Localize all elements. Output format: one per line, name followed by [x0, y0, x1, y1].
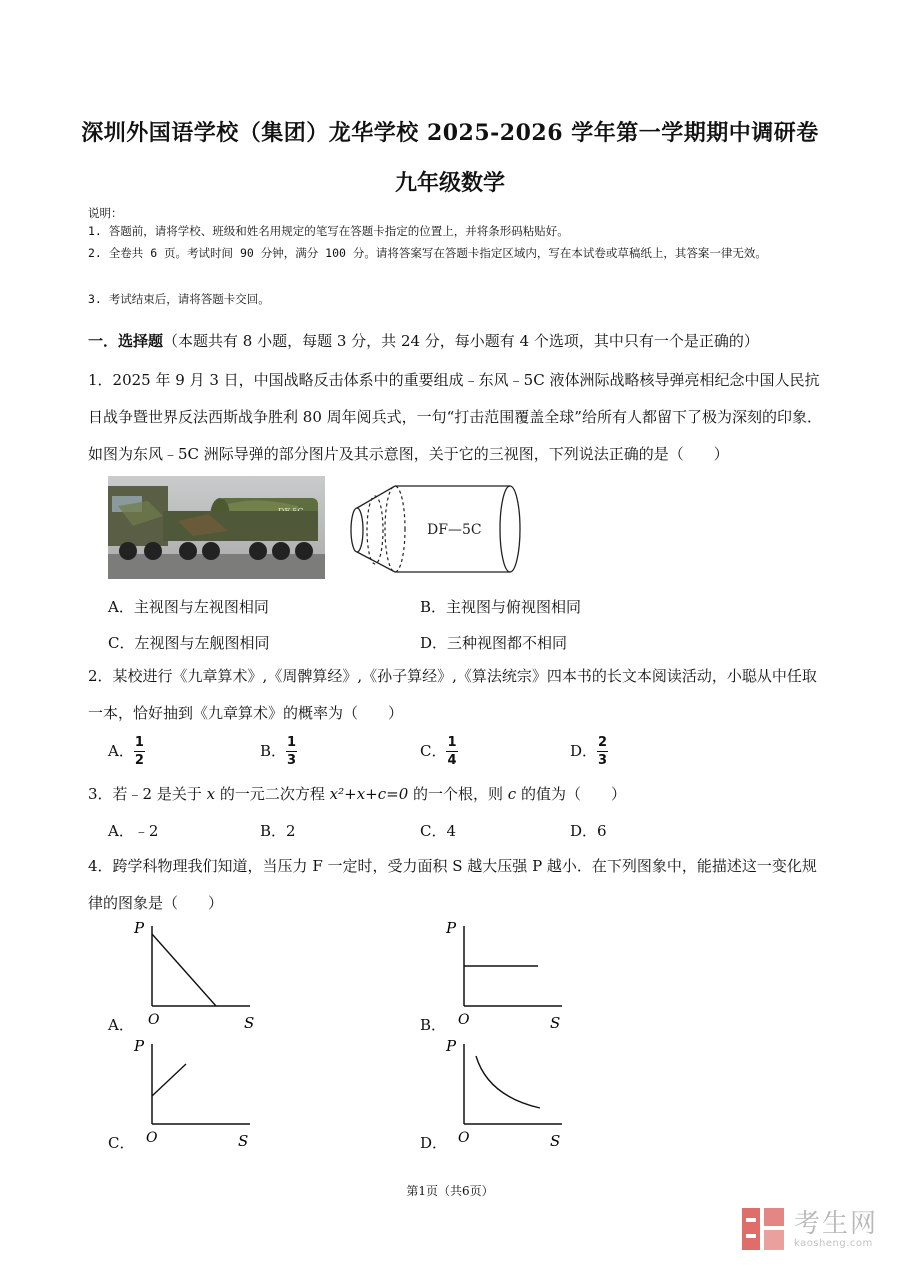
page-number: 第1页（共6页） [406, 1184, 494, 1198]
q2-option-b [260, 736, 297, 768]
section-title: 一．选择题 [88, 332, 164, 350]
q4-graph-d-origin: O [458, 1130, 470, 1146]
q4-graph-b-origin: O [458, 1012, 470, 1028]
q4-graph-a-y-label: P [134, 919, 145, 937]
q4-graph-d-y-label: P [446, 1037, 457, 1055]
schematic-label: DF—5C [427, 522, 482, 538]
question-3-text-post: 的值为（ ） [516, 785, 626, 803]
question-4-text: 跨学科物理我们知道，当压力 F 一定时，受力面积 S 越大压强 P 越小．在下列图象中，能描述这一变化规律的图象是（ ） [88, 857, 817, 912]
q4-graph-a-x-label: S [244, 1014, 255, 1032]
q2-option-a-fraction [134, 736, 145, 768]
q4-graph-b [440, 916, 570, 1032]
q4-option-c-label: C． [108, 1134, 135, 1152]
watermark-url: kaosheng.com [793, 1237, 873, 1249]
q4-option-b-label: B． [420, 1016, 447, 1034]
q2-option-d-label: D． [570, 742, 598, 760]
q4-option-d-label: D． [420, 1134, 448, 1152]
q2-option-d-denominator: 3 [598, 753, 608, 768]
q2-option-b-fraction [286, 736, 297, 768]
question-4-number: 4． [88, 857, 113, 875]
question-1-number: 1． [88, 371, 113, 389]
instruction-item-1: 1. 答题前，请将学校、班级和姓名用规定的笔写在答题卡指定的位置上，并将条形码粘贴好。 [88, 224, 569, 238]
question-2-number: 2． [88, 667, 113, 685]
question-3-text-pre: 若﹣2 是关于 [112, 785, 207, 803]
question-3-var-x: x [206, 785, 216, 803]
watermark [738, 1204, 878, 1254]
q2-option-b-numerator: 1 [287, 735, 297, 750]
missile-schematic [345, 474, 525, 580]
q3-option-a: A．﹣2 [108, 822, 159, 840]
missile-photo [108, 476, 325, 579]
q4-graph-d-x-label: S [550, 1132, 561, 1150]
q2-option-c [420, 736, 458, 768]
q2-option-c-denominator: 4 [447, 753, 457, 768]
q2-option-d [570, 736, 608, 768]
q4-graph-c-y-label: P [134, 1037, 145, 1055]
instruction-item-3: 3. 考试结束后，请将答题卡交回。 [88, 292, 270, 306]
instruction-item-2: 2. 全卷共 6 页。考试时间 90 分钟，满分 100 分。请将答案写在答题卡指定区域内，写在本试卷或草稿纸上，其答案一律无效。 [88, 246, 767, 260]
q2-option-c-fraction [446, 736, 457, 768]
q4-graph-c [128, 1034, 258, 1150]
q2-option-d-fraction [597, 736, 608, 768]
section-description: （本题共有 8 小题，每题 3 分，共 24 分，每小题有 4 个选项，其中只有一个是正确的） [163, 332, 759, 350]
q3-option-c: C．4 [420, 822, 457, 840]
q4-option-a-label: A． [108, 1016, 134, 1034]
q2-option-a-numerator: 1 [134, 735, 144, 750]
exam-title: 深圳外国语学校（集团）龙华学校 2025-2026 学年第一学期期中调研卷 [81, 120, 819, 146]
q2-option-a [108, 736, 145, 768]
q4-graph-c-x-label: S [238, 1132, 249, 1150]
q1-option-b: B．主视图与俯视图相同 [420, 598, 582, 616]
q4-graph-d [440, 1034, 570, 1150]
q1-option-c: C．左视图与左舰图相同 [108, 634, 270, 652]
q2-option-b-denominator: 3 [287, 753, 297, 768]
question-3-text-mid: 的一元二次方程 [215, 785, 330, 803]
q2-option-b-label: B． [260, 742, 287, 760]
watermark-logo-icon [738, 1204, 788, 1254]
question-4 [88, 848, 823, 922]
q2-option-a-label: A． [108, 742, 134, 760]
watermark-name: 考生网 [793, 1208, 878, 1239]
q2-option-d-numerator: 2 [598, 735, 608, 750]
q4-graph-a-origin: O [148, 1012, 160, 1028]
q1-option-d: D．三种视图都不相同 [420, 634, 568, 652]
exam-subtitle: 九年级数学 [394, 170, 505, 196]
question-1-text: 2025 年 9 月 3 日，中国战略反击体系中的重要组成﹣东风﹣5C 液体洲际战略核导弹亮相纪念中国人民抗日战争暨世界反法西斯战争胜利 80 周年阅兵式，一句“打击范围覆盖全球”给所有人都留下了极为深刻的印象．如图为东风﹣5C 洲际导弹的部分图片及其示意图，关于它的三视图，下列说法正确的是（ ） [88, 371, 822, 463]
instructions-heading: 说明： [88, 206, 123, 220]
question-3 [88, 776, 823, 813]
question-2 [88, 658, 823, 732]
question-3-number: 3． [88, 785, 113, 803]
question-2-text: 某校进行《九章算术》,《周髀算经》,《孙子算经》,《算法统宗》四本书的长文本阅读活动，小聪从中任取一本，恰好抽到《九章算术》的概率为（ ） [88, 667, 817, 722]
q4-graph-b-y-label: P [446, 919, 457, 937]
q4-graph-a [128, 916, 258, 1032]
q4-graph-c-origin: O [146, 1130, 158, 1146]
question-3-equation: x²+x+c=0 [329, 785, 409, 803]
q3-option-b: B．2 [260, 822, 296, 840]
q2-option-a-denominator: 2 [134, 753, 144, 768]
q3-option-d: D．6 [570, 822, 607, 840]
question-3-var-c: c [507, 785, 517, 803]
section-heading [88, 330, 759, 351]
q1-option-a: A．主视图与左视图相同 [108, 598, 269, 616]
q2-option-c-numerator: 1 [447, 735, 457, 750]
q4-graph-b-x-label: S [550, 1014, 561, 1032]
q2-option-c-label: C． [420, 742, 447, 760]
question-1 [88, 362, 823, 473]
question-3-text-mid2: 的一个根，则 [408, 785, 508, 803]
